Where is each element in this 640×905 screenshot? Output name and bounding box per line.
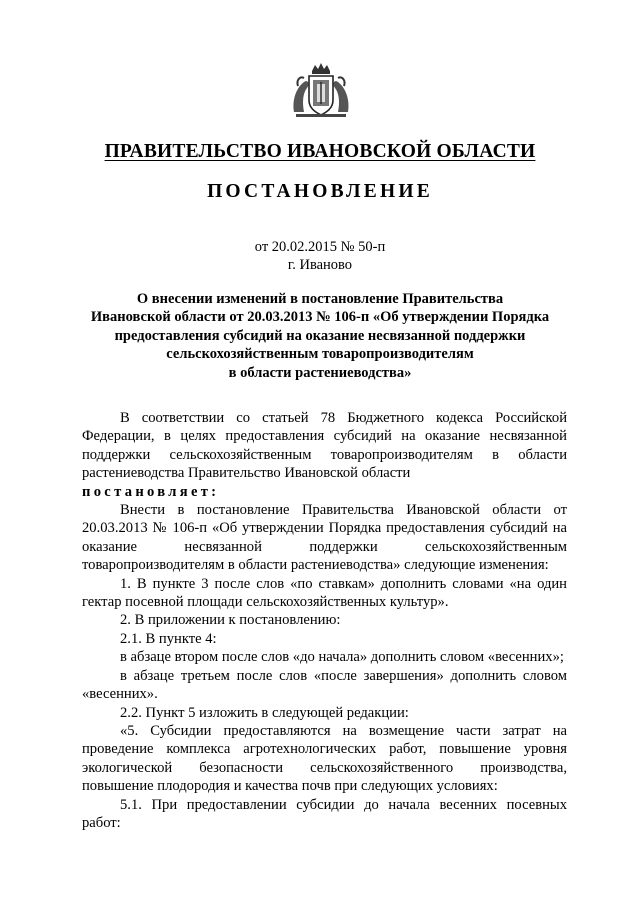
title-line: предоставления субсидий на оказание несвязанной поддержки	[114, 327, 526, 344]
paragraph: в абзаце втором после слов «до начала» дополнить словом «весенних»;	[120, 649, 564, 666]
resolves-word: постановляет:	[82, 483, 220, 500]
paragraph: Внести в постановление Правительства Ивановской области от 20.03.2013 № 106-п «Об утверждении Порядка предоставления субсидий на оказание несвязанной поддержки сельскохозяйственным товаропроизводителям в области растениеводства» следующие изменения:	[82, 502, 567, 574]
paragraph: 2.1. В пункте 4:	[120, 630, 217, 647]
paragraph: 2. В приложении к постановлению:	[120, 612, 341, 629]
paragraph: 5.1. При предоставлении субсидии до начала весенних посевных работ:	[82, 796, 567, 831]
title-line: сельскохозяйственным товаропроизводителям	[166, 346, 474, 363]
document-title	[80, 290, 560, 382]
coat-of-arms-icon	[290, 62, 352, 120]
date-block	[0, 238, 640, 274]
date-number: от 20.02.2015 № 50-п	[254, 239, 386, 255]
paragraph: 1. В пункте 3 после слов «по ставкам» дополнить словами «на один гектар посевной площади сельскохозяйственных культур».	[82, 575, 567, 611]
title-line: в области растениеводства»	[228, 364, 412, 381]
document-body	[82, 409, 567, 832]
title-line: О внесении изменений в постановление Правительства	[136, 291, 504, 307]
document-type: ПОСТАНОВЛЕНИЕ	[207, 181, 433, 202]
paragraph	[82, 483, 567, 501]
title-line: Ивановской области от 20.03.2013 № 106-п «Об утверждении Порядка	[90, 309, 550, 326]
paragraph: «5. Субсидии предоставляются на возмещение части затрат на проведение комплекса агротехнологических работ, повышение уровня экологической безопасности сельскохозяйственного производства, повышение плодородия и качества почв при следующих условиях:	[82, 722, 567, 795]
organization-name: ПРАВИТЕЛЬСТВО ИВАНОВСКОЙ ОБЛАСТИ	[104, 141, 536, 162]
paragraph: в абзаце третьем после слов «после завершения» дополнить словом «весенних».	[82, 667, 567, 703]
paragraph: 2.2. Пункт 5 изложить в следующей редакции:	[120, 704, 409, 721]
paragraph-text: В соответствии со статьей 78 Бюджетного кодекса Российской Федерации, в целях предоставления субсидий на оказание несвязанной поддержки сельскохозяйственным товаропроизводителям в области растениеводства Правительство Ивановской области	[82, 410, 567, 482]
city: г. Иваново	[287, 257, 353, 273]
paragraph	[82, 409, 567, 483]
